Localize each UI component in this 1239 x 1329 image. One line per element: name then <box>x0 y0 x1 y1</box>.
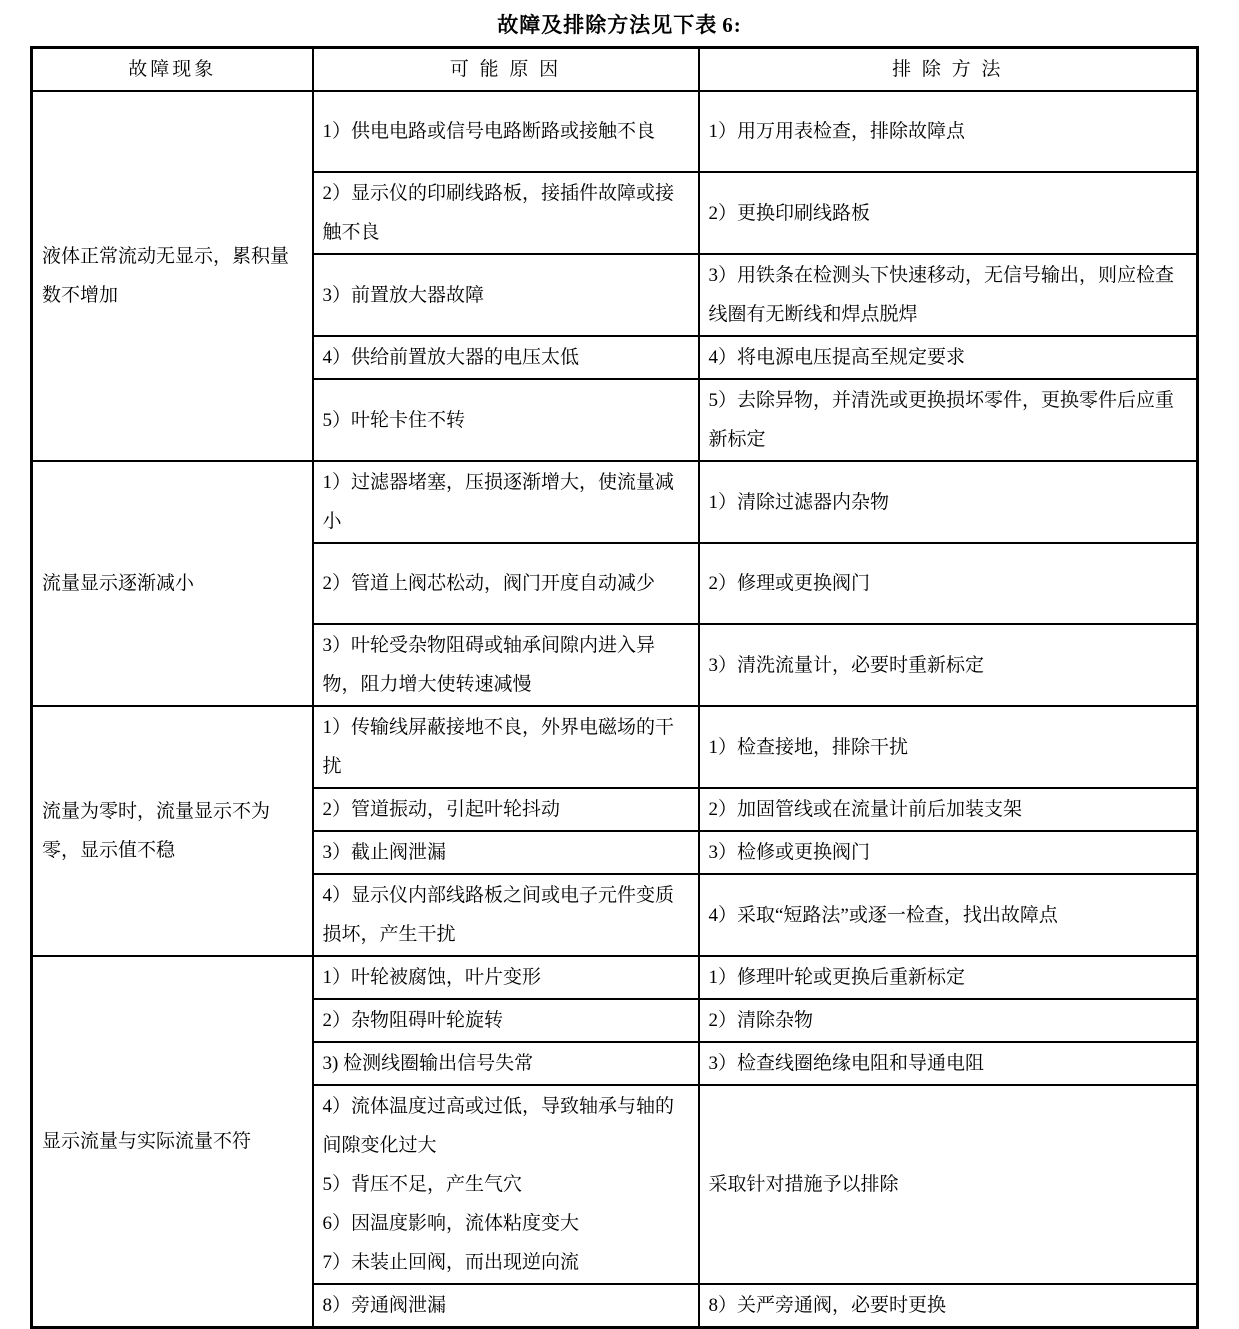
cell-remedy: 2）加固管线或在流量计前后加装支架 <box>699 788 1198 831</box>
table-header-row <box>32 48 1198 92</box>
cell-remedy: 4）将电源电压提高至规定要求 <box>699 336 1198 379</box>
cell-cause: 3）叶轮受杂物阻碍或轴承间隙内进入异物，阻力增大使转速减慢 <box>313 624 699 706</box>
cell-cause: 4）供给前置放大器的电压太低 <box>313 336 699 379</box>
cell-remedy: 2）更换印刷线路板 <box>699 172 1198 254</box>
cell-remedy-merged: 采取针对措施予以排除 <box>699 1085 1198 1284</box>
cause-line: 5）背压不足，产生气穴 <box>322 1174 523 1195</box>
cell-remedy: 1）用万用表检查，排除故障点 <box>699 91 1198 172</box>
cell-cause: 1）传输线屏蔽接地不良，外界电磁场的干扰 <box>313 706 699 788</box>
cell-cause: 1）叶轮被腐蚀，叶片变形 <box>313 956 699 999</box>
table-row <box>32 706 1198 788</box>
cell-remedy: 1）清除过滤器内杂物 <box>699 461 1198 543</box>
cell-cause: 1）过滤器堵塞，压损逐渐增大，使流量减小 <box>313 461 699 543</box>
page-title-table-number: 6: <box>722 13 742 37</box>
table-row <box>32 91 1198 172</box>
cell-phenomenon-3: 流量为零时，流量显示不为零，显示值不稳 <box>32 706 313 956</box>
fault-troubleshooting-table <box>30 46 1199 1329</box>
table-row <box>32 461 1198 543</box>
header-possible-cause: 可 能 原 因 <box>313 48 699 92</box>
cell-cause: 2）管道振动，引起叶轮抖动 <box>313 788 699 831</box>
header-remedy: 排 除 方 法 <box>699 48 1198 92</box>
cell-remedy: 1）检查接地，排除干扰 <box>699 706 1198 788</box>
cell-remedy: 2）修理或更换阀门 <box>699 543 1198 624</box>
cell-remedy: 2）清除杂物 <box>699 999 1198 1042</box>
cell-cause: 2）显示仪的印刷线路板，接插件故障或接触不良 <box>313 172 699 254</box>
cell-cause: 5）叶轮卡住不转 <box>313 379 699 461</box>
cause-line: 7）未装止回阀，而出现逆向流 <box>322 1252 580 1273</box>
cause-line: 4）流体温度过高或过低，导致轴承与轴的间隙变化过大 <box>322 1096 675 1156</box>
cell-cause: 2）管道上阀芯松动，阀门开度自动减少 <box>313 543 699 624</box>
cell-remedy: 4）采取“短路法”或逐一检查，找出故障点 <box>699 874 1198 956</box>
header-fault-phenomenon: 故障现象 <box>32 48 313 92</box>
cell-cause: 3）截止阀泄漏 <box>313 831 699 874</box>
cell-phenomenon-2: 流量显示逐渐减小 <box>32 461 313 706</box>
page-title <box>0 0 1239 39</box>
cell-remedy: 8）关严旁通阀，必要时更换 <box>699 1284 1198 1328</box>
cell-remedy: 3）清洗流量计，必要时重新标定 <box>699 624 1198 706</box>
cell-remedy: 3）检修或更换阀门 <box>699 831 1198 874</box>
cell-cause: 4）显示仪内部线路板之间或电子元件变质损坏，产生干扰 <box>313 874 699 956</box>
cell-cause-multi <box>313 1085 699 1284</box>
cell-cause: 2）杂物阻碍叶轮旋转 <box>313 999 699 1042</box>
cell-cause: 1）供电电路或信号电路断路或接触不良 <box>313 91 699 172</box>
table-row <box>32 956 1198 999</box>
cell-remedy: 1）修理叶轮或更换后重新标定 <box>699 956 1198 999</box>
cell-phenomenon-1: 液体正常流动无显示，累积量数不增加 <box>32 91 313 461</box>
cell-remedy: 5）去除异物，并清洗或更换损坏零件，更换零件后应重新标定 <box>699 379 1198 461</box>
cell-remedy: 3）用铁条在检测头下快速移动，无信号输出，则应检查线圈有无断线和焊点脱焊 <box>699 254 1198 336</box>
cell-remedy: 3）检查线圈绝缘电阻和导通电阻 <box>699 1042 1198 1085</box>
page-title-text: 故障及排除方法见下表 <box>497 13 718 37</box>
cell-cause: 8）旁通阀泄漏 <box>313 1284 699 1328</box>
cell-phenomenon-4: 显示流量与实际流量不符 <box>32 956 313 1328</box>
cell-cause: 3) 检测线圈输出信号失常 <box>313 1042 699 1085</box>
cell-cause: 3）前置放大器故障 <box>313 254 699 336</box>
cause-line: 6）因温度影响，流体粘度变大 <box>322 1213 580 1234</box>
